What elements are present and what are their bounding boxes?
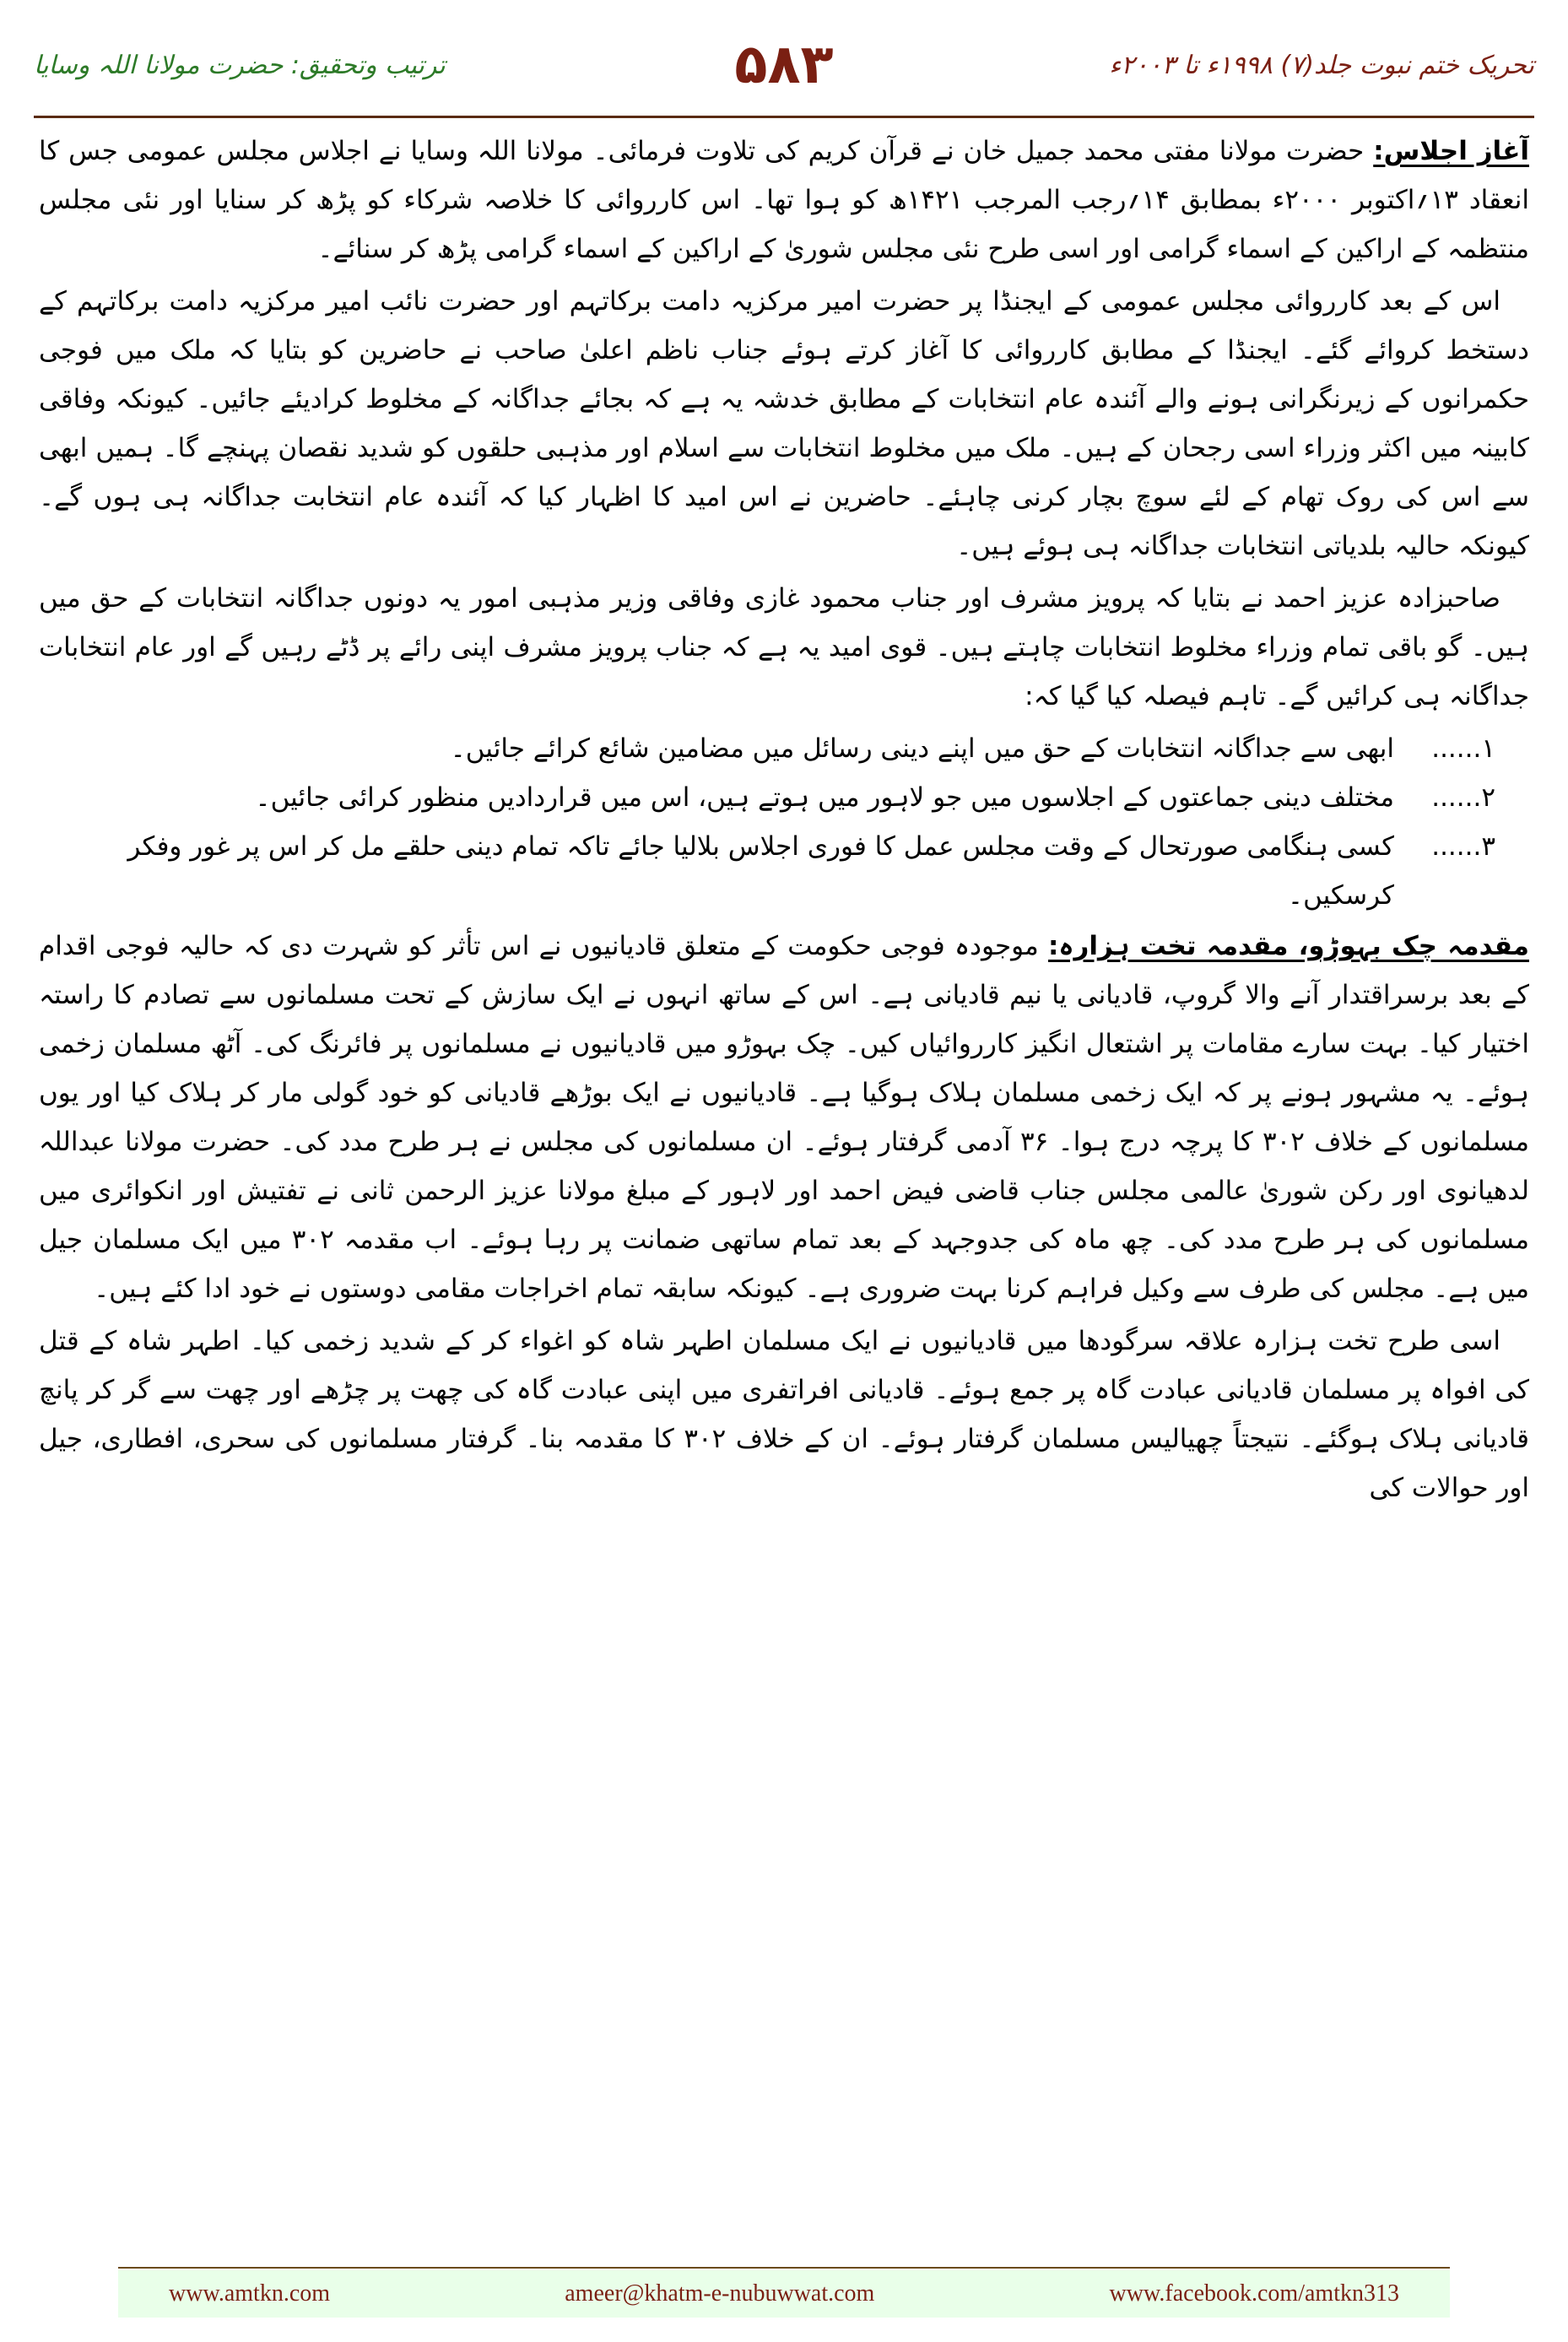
footer-divider — [118, 2267, 1450, 2269]
decision-list — [39, 724, 1529, 920]
page-body — [39, 127, 1529, 2241]
page-footer — [118, 2270, 1450, 2318]
page-header — [34, 19, 1534, 111]
list-item-number: ۱...... — [1431, 733, 1495, 764]
section-heading-opening: آغاز اجلاس: — [1373, 136, 1529, 166]
list-item-text: ابھی سے جداگانہ انتخابات کے حق میں اپنے دینی رسائل میں مضامین شائع کرائے جائیں۔ — [450, 733, 1394, 764]
paragraph-cases — [39, 922, 1529, 1313]
compiler-credit: ترتیب وتحقیق: حضرت مولانا اللہ وسایا — [34, 50, 446, 80]
series-title: تحریک ختم نبوت جلد(۷) ۱۹۹۸ء تا ۲۰۰۳ء — [1109, 50, 1534, 80]
list-item-number: ۳...... — [1431, 831, 1495, 862]
list-item — [39, 822, 1495, 920]
footer-website-link[interactable]: www.amtkn.com — [169, 2280, 331, 2307]
list-item-text: مختلف دینی جماعتوں کے اجلاسوں میں جو لاہور میں ہوتے ہیں، اس میں قراردادیں منظور کرائی جائیں۔ — [255, 782, 1394, 813]
page-number: ۵۸۳ — [734, 34, 834, 96]
footer-facebook-link[interactable]: www.facebook.com/amtkn313 — [1109, 2280, 1399, 2307]
footer-email-link[interactable]: ameer@khatm-e-nubuwwat.com — [565, 2280, 875, 2307]
list-item-text: کسی ہنگامی صورتحال کے وقت مجلس عمل کا فوری اجلاس بلالیا جائے تاکہ تمام دینی حلقے مل کر اس پر غور وفکر کرسکیں۔ — [127, 831, 1394, 911]
paragraph-takht-hazara: اسی طرح تخت ہزارہ علاقہ سرگودھا میں قادیانیوں نے ایک مسلمان اطہر شاہ کو اغواء کر کے شدید زخمی کیا۔ اطہر شاہ کے قتل کی افواہ پر مسلمان قادیانی عبادت گاہ پر جمع ہوئے۔ قادیانی افراتفری میں اپنی عبادت گاہ کی چھت پر چڑھے اور چھت سے گر کر پانچ قادیانی ہلاک ہوگئے۔ نتیجتاً چھیالیس مسلمان گرفتار ہوئے۔ ان کے خلاف ۳۰۲ کا مقدمہ بنا۔ گرفتار مسلمانوں کی سحری، افطاری، جیل اور حوالات کی — [39, 1326, 1529, 1503]
list-item-number: ۲...... — [1431, 782, 1495, 813]
header-divider — [34, 116, 1534, 118]
section-heading-cases: مقدمہ چک بہوڑو، مقدمہ تخت ہزارہ: — [1048, 931, 1529, 961]
paragraph-decision: صاحبزادہ عزیز احمد نے بتایا کہ پرویز مشرف اور جناب محمود غازی وفاقی وزیر مذہبی امور یہ دونوں جداگانہ انتخابات کے حق میں ہیں۔ گو باقی تمام وزراء مخلوط انتخابات چاہتے ہیں۔ قوی امید یہ ہے کہ جناب پرویز مشرف اپنی رائے پر ڈٹے رہیں گے اور عام انتخابات جداگانہ ہی کرائیں گے۔ تاہم فیصلہ کیا گیا کہ: — [39, 583, 1529, 711]
paragraph-agenda: اس کے بعد کارروائی مجلس عمومی کے ایجنڈا پر حضرت امیر مرکزیہ دامت برکاتہم اور حضرت نائب امیر مرکزیہ دامت برکاتہم کے دستخط کروائے گئے۔ ایجنڈا کے مطابق کارروائی کا آغاز کرتے ہوئے جناب ناظم اعلیٰ صاحب نے حاضرین کو بتایا کہ ملک میں فوجی حکمرانوں کے زیرنگرانی ہونے والے آئندہ عام انتخابات کے مطابق خدشہ یہ ہے کہ بجائے جداگانہ کے مخلوط کرادیئے جائیں۔ کیونکہ وفاقی کابینہ میں اکثر وزراء اسی رجحان کے ہیں۔ ملک میں مخلوط انتخابات سے اسلام اور مذہبی حلقوں کو شدید نقصان پہنچے گا۔ ہمیں ابھی سے اس کی روک تھام کے لئے سوچ بچار کرنی چاہئے۔ حاضرین نے اس امید کا اظہار کیا کہ آئندہ عام انتخابت جداگانہ ہی ہوں گے۔ کیونکہ حالیہ بلدیاتی انتخابات جداگانہ ہی ہوئے ہیں۔ — [39, 286, 1529, 561]
list-item — [39, 724, 1495, 773]
paragraph-text: موجودہ فوجی حکومت کے متعلق قادیانیوں نے اس تأثر کو شہرت دی کہ حالیہ فوجی اقدام کے بعد برسراقتدار آنے والا گروپ، قادیانی یا نیم قادیانی ہے۔ اس کے ساتھ انہوں نے ایک سازش کے تحت مسلمانوں سے تصادم کا راستہ اختیار کیا۔ بہت سارے مقامات پر اشتعال انگیز کارروائیاں کیں۔ چک بہوڑو میں قادیانیوں نے مسلمانوں پر فائرنگ کی۔ آٹھ مسلمان زخمی ہوئے۔ یہ مشہور ہونے پر کہ ایک زخمی مسلمان ہلاک ہوگیا ہے۔ قادیانیوں نے ایک بوڑھے قادیانی کو خود گولی مار کر ہلاک کیا اور یوں مسلمانوں کے خلاف ۳۰۲ کا پرچہ درج ہوا۔ ۳۶ آدمی گرفتار ہوئے۔ ان مسلمانوں کی مجلس نے ہر طرح مدد کی۔ حضرت مولانا عبداللہ لدھیانوی اور رکن شوریٰ عالمی مجلس جناب قاضی فیض احمد اور لاہور کے مبلغ مولانا عزیز الرحمن ثانی نے تفتیش اور انکوائری میں مسلمانوں کی ہر طرح مدد کی۔ چھ ماہ کی جدوجہد کے بعد تمام ساتھی ضمانت پر رہا ہوئے۔ اب مقدمہ ۳۰۲ میں ایک مسلمان جیل میں ہے۔ مجلس کی طرف سے وکیل فراہم کرنا بہت ضروری ہے۔ کیونکہ سابقہ تمام اخراجات مقامی دوستوں نے خود ادا کئے ہیں۔ — [39, 931, 1529, 1304]
paragraph-opening — [39, 127, 1529, 273]
paragraph-text: حضرت مولانا مفتی محمد جمیل خان نے قرآن کریم کی تلاوت فرمائی۔ مولانا اللہ وسایا نے اجلاس مجلس عمومی جس کا انعقاد ۱۳؍اکتوبر ۲۰۰۰ء بمطابق ۱۴؍رجب المرجب ۱۴۲۱ھ کو ہوا تھا۔ اس کارروائی کا خلاصہ شرکاء کو پڑھ کر سنایا اور نئی مجلس منتظمہ کے اراکین کے اسماء گرامی اور اسی طرح نئی مجلس شوریٰ کے اراکین کے اسماء گرامی پڑھ کر سنائے۔ — [39, 136, 1529, 264]
list-item — [39, 773, 1495, 822]
